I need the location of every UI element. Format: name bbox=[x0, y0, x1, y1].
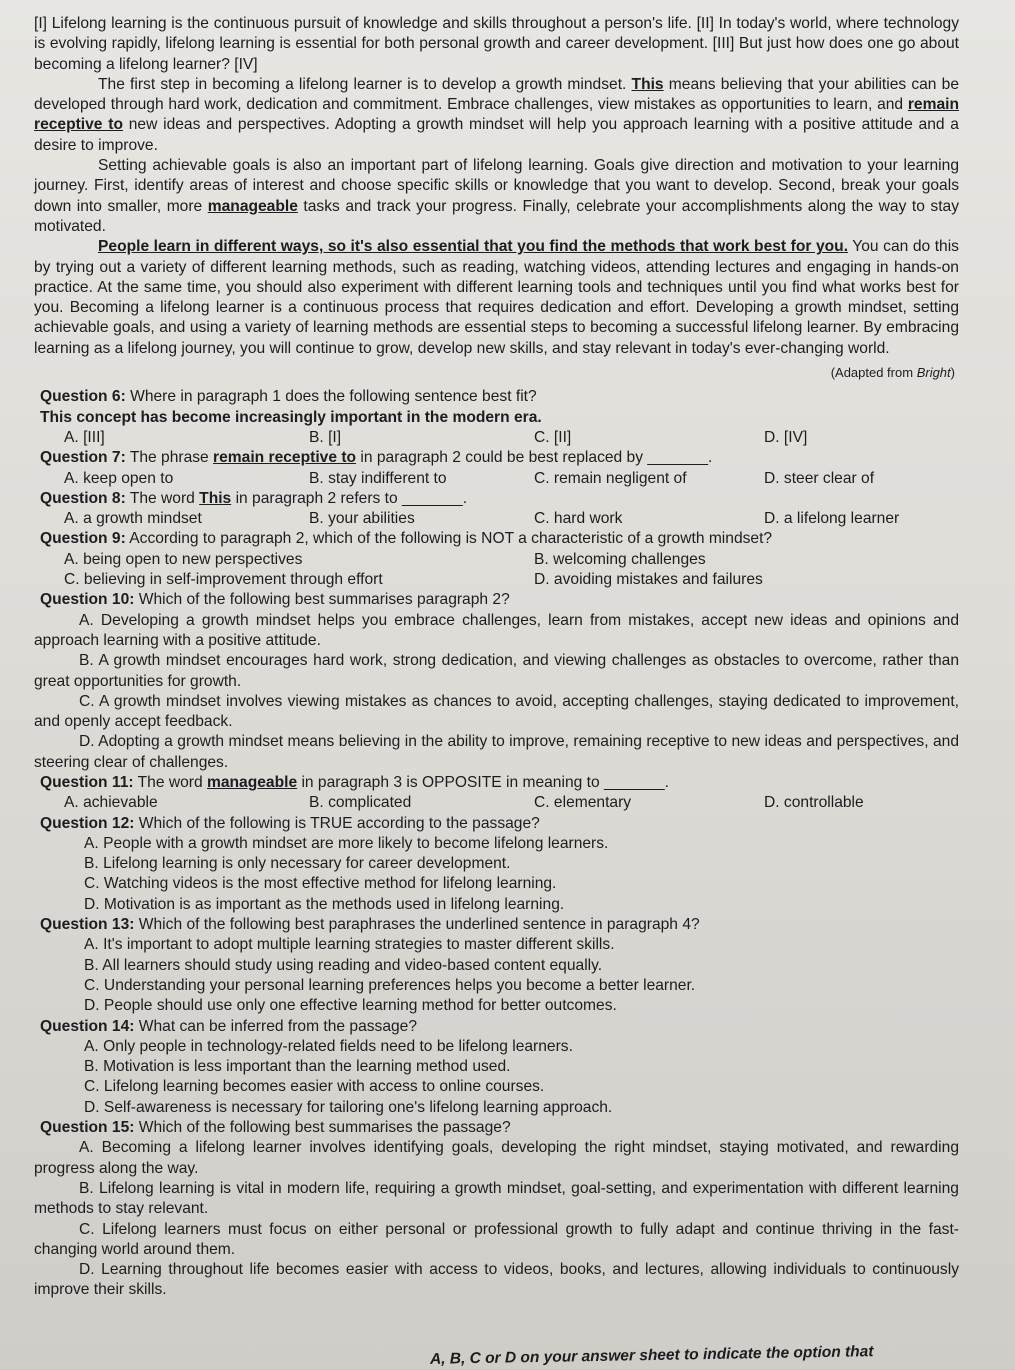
question-label: Question 10: bbox=[40, 591, 135, 609]
question-15: Question 15: Which of the following best summarises the passage? A. Becoming a lifelong learner involves identifying goals, developing the right mindset, staying motivated, and rewarding progress along the way. B. Lifelong learning is vital in modern life, requiring a growth mindset, goal-setting, and experimentation with different learning methods to stay relevant. C. Lifelong learners must focus on either personal or professional growth to fully adapt and continue thriving in the fast-changing world around them. D. Learning throughout life becomes easier with access to videos, books, and lectures, allowing individuals to continuously improve their skills. bbox=[34, 1118, 959, 1301]
question-8: Question 8: The word This in paragraph 2 refers to _______. A. a growth mindset B. your abilities C. hard work D. a lifelong learner bbox=[34, 489, 959, 530]
question-label: Question 9: bbox=[40, 530, 126, 548]
option-d[interactable]: D. Adopting a growth mindset means believing in the ability to improve, remaining receptive to new ideas and perspectives, and steering clear of challenges. bbox=[34, 733, 959, 771]
option-b[interactable]: B. complicated bbox=[309, 794, 412, 812]
option-b[interactable]: B. welcoming challenges bbox=[534, 550, 706, 568]
next-section-instruction: A, B, C or D on your answer sheet to indicate the option that bbox=[429, 1343, 874, 1368]
option-b[interactable]: B. your abilities bbox=[309, 510, 415, 528]
option-a[interactable]: A. a growth mindset bbox=[64, 510, 202, 528]
underlined-phrase: remain receptive to bbox=[213, 449, 357, 467]
source-name: Bright bbox=[916, 365, 951, 381]
underlined-word: manageable bbox=[206, 773, 298, 791]
options bbox=[34, 509, 959, 529]
option-a[interactable]: A. [III] bbox=[64, 428, 105, 446]
source-note: (Adapted from Bright) bbox=[830, 365, 955, 381]
option-c[interactable]: C. hard work bbox=[534, 510, 623, 528]
question-9: Question 9: According to paragraph 2, which of the following is NOT a characteristic of a growth mindset? A. being open to new perspectives B. welcoming challenges C. believing in self-improvement through effort D. avoiding mistakes and failures bbox=[34, 529, 959, 590]
option-a[interactable]: A. achievable bbox=[64, 794, 158, 812]
question-11: Question 11: The word manageable in paragraph 3 is OPPOSITE in meaning to _______. A. achievable B. complicated C. elementary D. controllable bbox=[34, 773, 959, 814]
question-7: Question 7: The phrase remain receptive to in paragraph 2 could be best replaced by _______. A. keep open to B. stay indifferent to C. remain negligent of D. steer clear of bbox=[34, 448, 959, 489]
options bbox=[34, 469, 959, 489]
option-c[interactable]: C. Watching videos is the most effective method for lifelong learning. bbox=[84, 875, 557, 893]
question-label: Question 7: bbox=[40, 449, 126, 467]
question-label: Question 15: bbox=[40, 1119, 135, 1137]
option-c[interactable]: C. remain negligent of bbox=[534, 469, 687, 487]
paragraph-4: People learn in different ways, so it's also essential that you find the methods that work best for you. You can do this by trying out a variety of different learning methods, such as reading, watching videos, attending lectures and engaging in hands-on practice. At the same time, you should also experiment with different learning tools and techniques until you find what works best for you. Becoming a lifelong learner is a continuous process that requires dedication and effort. Developing a growth mindset, setting achievable goals, and using a variety of learning methods are essential steps to becoming a successful lifelong learner. By embracing learning as a lifelong journey, you will continue to grow, develop new skills, and stay relevant in today's ever-changing world. bbox=[34, 238, 959, 357]
option-d[interactable]: D. Learning throughout life becomes easier with access to videos, books, and lectures, allowing individuals to continuously improve their skills. bbox=[34, 1261, 959, 1299]
options bbox=[34, 550, 959, 591]
option-d[interactable]: D. [IV] bbox=[764, 428, 808, 446]
option-c[interactable]: C. Lifelong learning becomes easier with access to online courses. bbox=[84, 1078, 545, 1096]
question-label: Question 13: bbox=[40, 916, 135, 934]
option-c[interactable]: C. believing in self-improvement through effort bbox=[64, 571, 383, 589]
option-d[interactable]: D. controllable bbox=[764, 794, 864, 812]
option-b[interactable]: B. Lifelong learning is vital in modern life, requiring a growth mindset, goal-setting, and experimentation with different learning methods to stay relevant. bbox=[34, 1179, 959, 1218]
question-label: Question 6: bbox=[40, 388, 126, 406]
question-label: Question 11: bbox=[40, 773, 134, 791]
option-d[interactable]: D. steer clear of bbox=[764, 469, 875, 487]
option-a[interactable]: A. Developing a growth mindset helps you embrace challenges, learn from mistakes, accept new ideas and opinions and approach learning with a positive attitude. bbox=[34, 611, 959, 649]
option-c[interactable]: C. Lifelong learners must focus on either personal or professional growth to fully adapt and continue thriving in the fast-changing world around them. bbox=[34, 1220, 959, 1258]
underlined-word-this: This bbox=[631, 75, 664, 93]
option-a[interactable]: A. being open to new perspectives bbox=[64, 550, 303, 568]
option-c[interactable]: C. elementary bbox=[534, 794, 632, 812]
question-10: Question 10: Which of the following best summarises paragraph 2? A. Developing a growth mindset helps you embrace challenges, learn from mistakes, accept new ideas and opinions and approach learning with a positive attitude. B. A growth mindset encourages hard work, strong dedication, and viewing challenges as obstacles to overcome, rather than great opportunities for growth. C. A growth mindset involves viewing mistakes as chances to avoid, accepting challenges, staying dedicated to improvement, and openly accept feedback. D. Adopting a growth mindset means believing in the ability to improve, remaining receptive to new ideas and perspectives, and steering clear of challenges. bbox=[34, 590, 959, 773]
option-b[interactable]: B. stay indifferent to bbox=[309, 469, 447, 487]
option-b[interactable]: B. Motivation is less important than the learning method used. bbox=[84, 1058, 511, 1076]
paragraph-2: The first step in becoming a lifelong learner is to develop a growth mindset. This means believing that your abilities can be developed through hard work, dedication and commitment. Embrace challenges, view mistakes as opportunities to learn, and remain receptive to new ideas and perspectives. Adopting a growth mindset will help you approach learning with a positive attitude and a desire to improve. bbox=[34, 75, 959, 154]
option-a[interactable]: A. It's important to adopt multiple learning strategies to master different skills. bbox=[84, 936, 615, 954]
underlined-sentence: People learn in different ways, so it's also essential that you find the methods that work best for you. bbox=[98, 238, 849, 256]
question-label: Question 14: bbox=[40, 1017, 135, 1035]
option-d[interactable]: D. Motivation is as important as the methods used in lifelong learning. bbox=[84, 895, 565, 913]
question-label: Question 12: bbox=[40, 814, 135, 832]
question-6: Question 6: Where in paragraph 1 does the following sentence best fit? This concept has become increasingly important in the modern era. A. [III] B. [I] C. [II] D. [IV] bbox=[34, 387, 959, 448]
reading-passage bbox=[34, 14, 959, 383]
option-a[interactable]: A. Becoming a lifelong learner involves identifying goals, developing the right mindset, staying motivated, and rewarding progress along the way. bbox=[34, 1139, 959, 1177]
sentence-to-insert: This concept has become increasingly important in the modern era. bbox=[40, 408, 542, 426]
underlined-word: This bbox=[199, 489, 232, 507]
underlined-phrase-remain-receptive: remain receptive to bbox=[34, 96, 959, 134]
option-d[interactable]: D. People should use only one effective learning method for better outcomes. bbox=[84, 997, 617, 1015]
option-a[interactable]: A. People with a growth mindset are more likely to become lifelong learners. bbox=[84, 834, 609, 852]
question-13: Question 13: Which of the following best paraphrases the underlined sentence in paragraph 4? A. It's important to adopt multiple learning strategies to master different skills. B. All learners should study using reading and video-based content equally. C. Understanding your personal learning preferences helps you become a better learner. D. People should use only one effective learning method for better outcomes. bbox=[34, 915, 959, 1016]
paragraph-3: Setting achievable goals is also an important part of lifelong learning. Goals give direction and motivation to your learning journey. First, identify areas of interest and choose specific skills or knowledge that you want to develop. Second, break your goals down into smaller, more manageable tasks and track your progress. Finally, celebrate your accomplishments along the way to stay motivated. bbox=[34, 157, 959, 235]
underlined-word-manageable: manageable bbox=[207, 197, 298, 215]
questions bbox=[34, 387, 959, 1300]
question-14: Question 14: What can be inferred from the passage? A. Only people in technology-related fields need to be lifelong learners. B. Motivation is less important than the learning method used. C. Lifelong learning becomes easier with access to online courses. D. Self-awareness is necessary for tailoring one's lifelong learning approach. bbox=[34, 1017, 959, 1118]
option-c[interactable]: C. A growth mindset involves viewing mistakes as chances to avoid, accepting challenges, staying dedicated to improvement, and openly accept feedback. bbox=[34, 692, 959, 731]
option-b[interactable]: B. [I] bbox=[309, 428, 342, 446]
option-b[interactable]: B. Lifelong learning is only necessary for career development. bbox=[84, 855, 511, 873]
options bbox=[34, 793, 959, 813]
option-d[interactable]: D. avoiding mistakes and failures bbox=[534, 571, 763, 589]
option-b[interactable]: B. A growth mindset encourages hard work, strong dedication, and viewing challenges as obstacles to overcome, rather than great opportunities for growth. bbox=[34, 652, 959, 690]
option-b[interactable]: B. All learners should study using reading and video-based content equally. bbox=[84, 956, 603, 974]
option-c[interactable]: C. [II] bbox=[534, 428, 572, 446]
options bbox=[34, 428, 959, 448]
option-d[interactable]: D. Self-awareness is necessary for tailoring one's lifelong learning approach. bbox=[84, 1098, 613, 1116]
question-label: Question 8: bbox=[40, 489, 126, 507]
option-a[interactable]: A. keep open to bbox=[64, 469, 174, 487]
paragraph-1: [I] Lifelong learning is the continuous pursuit of knowledge and skills throughout a person's life. [II] In today's world, where technology is evolving rapidly, lifelong learning is essential for both personal growth and career development. [III] But just how does one go about becoming a lifelong learner? [IV] bbox=[34, 15, 959, 73]
option-d[interactable]: D. a lifelong learner bbox=[764, 510, 900, 528]
option-c[interactable]: C. Understanding your personal learning preferences helps you become a better learner. bbox=[84, 976, 696, 994]
option-a[interactable]: A. Only people in technology-related fields need to be lifelong learners. bbox=[84, 1037, 573, 1055]
question-12: Question 12: Which of the following is TRUE according to the passage? A. People with a growth mindset are more likely to become lifelong learners. B. Lifelong learning is only necessary for career development. C. Watching videos is the most effective method for lifelong learning. D. Motivation is as important as the methods used in lifelong learning. bbox=[34, 814, 959, 915]
